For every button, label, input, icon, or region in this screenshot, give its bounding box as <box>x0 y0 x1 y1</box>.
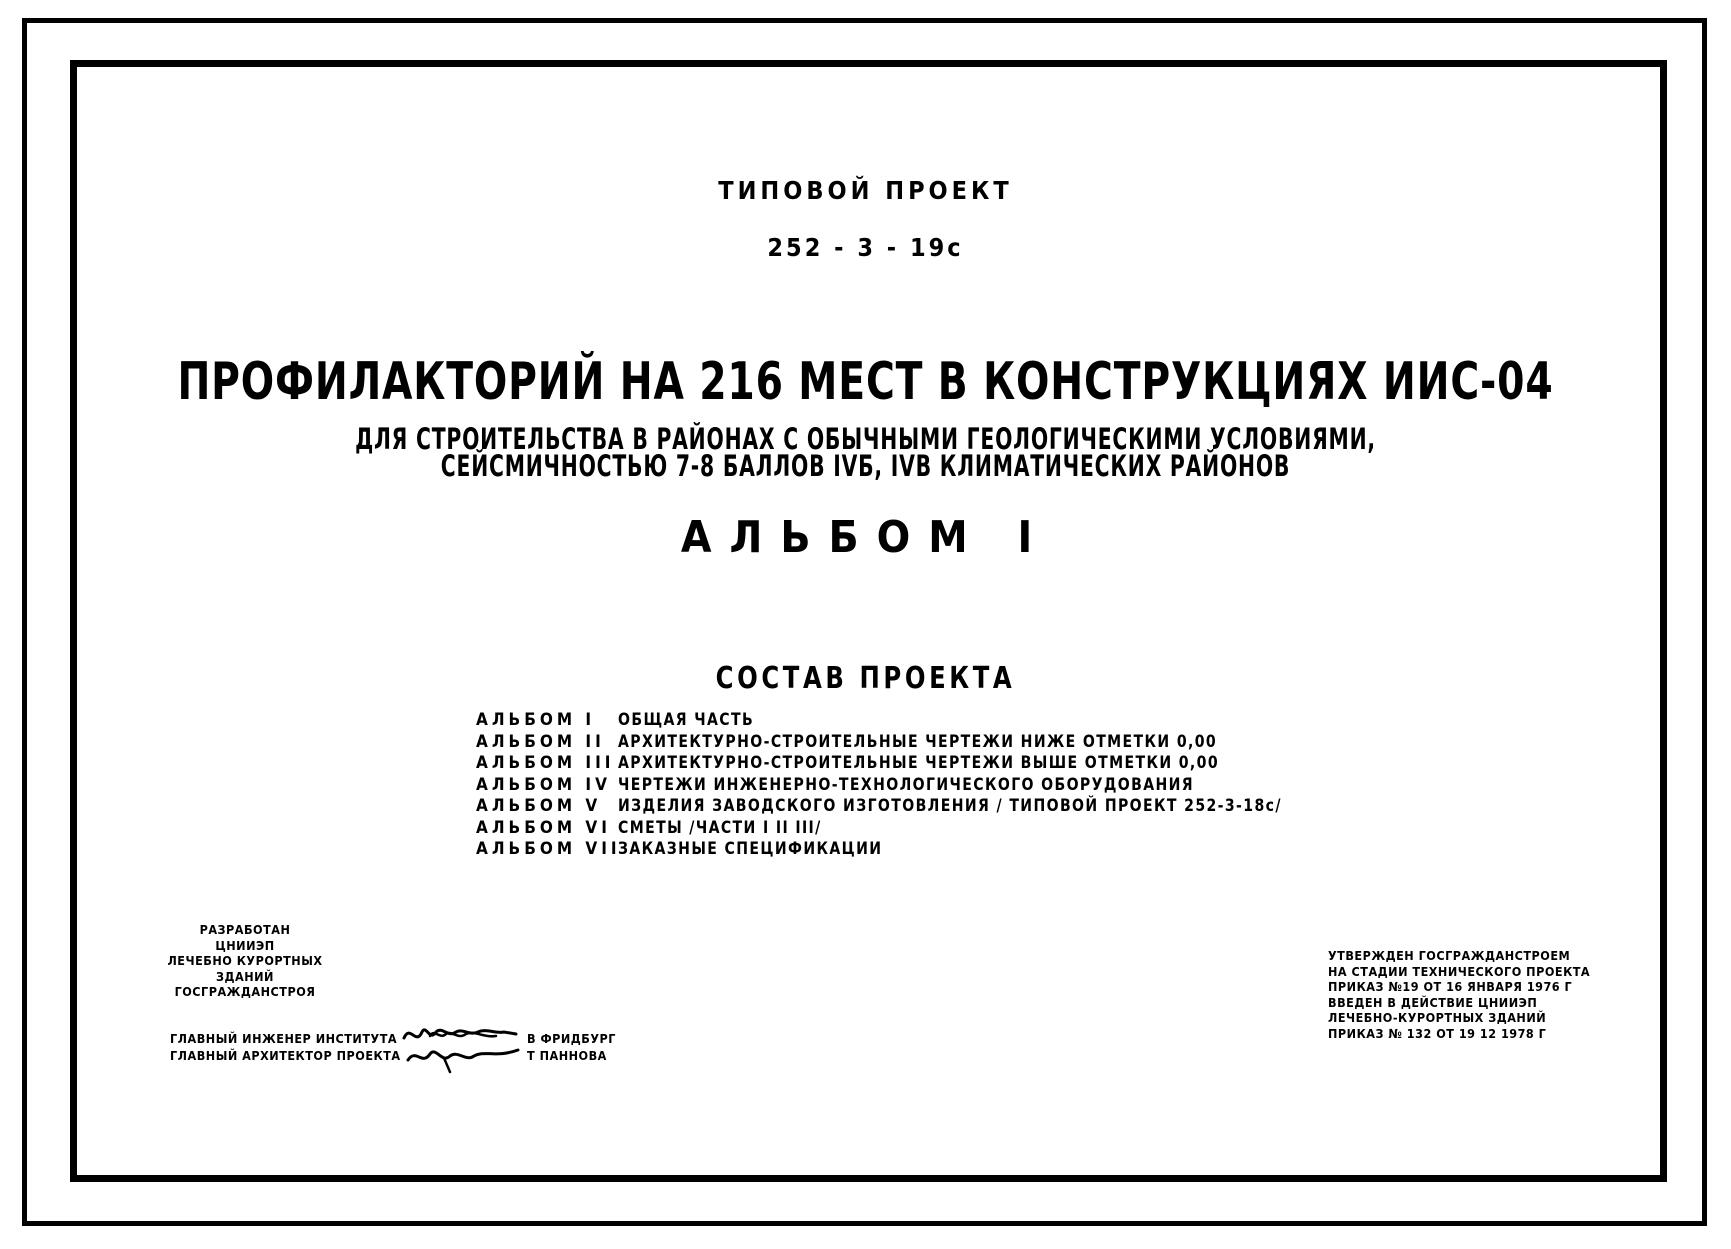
album-description: ИЗДЕЛИЯ ЗАВОДСКОГО ИЗГОТОВЛЕНИЯ / ТИПОВОЙ ПРОЕКТ 252-3-18с/ <box>618 796 1282 816</box>
approval-block <box>1328 948 1590 1041</box>
album-number: АЛЬБОМ IV <box>476 774 611 795</box>
album-number: АЛЬБОМ III <box>476 753 615 773</box>
album-number: АЛЬБОМ V <box>476 796 602 816</box>
project-number: 252 - 3 - 19с <box>767 233 964 262</box>
album-description: СМЕТЫ /ЧАСТИ I II III/ <box>618 817 822 838</box>
main-title: ПРОФИЛАКТОРИЙ НА 216 МЕСТ В КОНСТРУКЦИЯХ ИИС-04 <box>177 352 1554 412</box>
developer-line: ЗДАНИЙ <box>216 968 274 984</box>
album-number: АЛЬБОМ II <box>476 731 605 752</box>
approval-line: ВВЕДЕН В ДЕЙСТВИЕ ЦНИИЭП <box>1328 994 1538 1010</box>
developer-block <box>160 922 330 1000</box>
approval-line: ПРИКАЗ №19 ОТ 16 ЯНВАРЯ 1976 Г <box>1328 979 1573 994</box>
developer-line: ГОСГРАЖДАНСТРОЯ <box>174 984 316 999</box>
subtitle-line-2: СЕЙСМИЧНОСТЬЮ 7-8 БАЛЛОВ IVБ, IVВ КЛИМАТИЧЕСКИХ РАЙОНОВ <box>440 449 1291 483</box>
approval-line: ПРИКАЗ № 132 ОТ 19 12 1978 Г <box>1328 1025 1547 1041</box>
subtitle-line-1: ДЛЯ СТРОИТЕЛЬСТВА В РАЙОНАХ С ОБЫЧНЫМИ ГЕОЛОГИЧЕСКИМИ УСЛОВИЯМИ, <box>355 422 1376 456</box>
album-title: АЛЬБОМ I <box>680 512 1051 563</box>
chief-architect-role: ГЛАВНЫЙ АРХИТЕКТОР ПРОЕКТА <box>170 1048 401 1063</box>
album-number: АЛЬБОМ VII <box>476 839 621 859</box>
album-description: ЗАКАЗНЫЕ СПЕЦИФИКАЦИИ <box>618 839 883 859</box>
album-number: АЛЬБОМ I <box>476 710 596 730</box>
approval-line: УТВЕРЖДЕН ГОСГРАЖДАНСТРОЕМ <box>1328 948 1571 963</box>
chief-engineer-role: ГЛАВНЫЙ ИНЖЕНЕР ИНСТИТУТА <box>170 1031 398 1046</box>
handwritten-signatures <box>400 1018 524 1074</box>
type-label: ТИПОВОЙ ПРОЕКТ <box>718 176 1013 205</box>
composition-heading: СОСТАВ ПРОЕКТА <box>715 661 1016 696</box>
album-description: ОБЩАЯ ЧАСТЬ <box>618 710 755 730</box>
album-description: АРХИТЕКТУРНО-СТРОИТЕЛЬНЫЕ ЧЕРТЕЖИ НИЖЕ ОТМЕТКИ 0,00 <box>618 731 1218 752</box>
album-description: АРХИТЕКТУРНО-СТРОИТЕЛЬНЫЕ ЧЕРТЕЖИ ВЫШЕ ОТМЕТКИ 0,00 <box>618 753 1219 773</box>
chief-architect-name: Т ПАННОВА <box>527 1048 607 1063</box>
developer-line: ЛЕЧЕБНО КУРОРТНЫХ <box>167 953 323 968</box>
approval-line: ЛЕЧЕБНО-КУРОРТНЫХ ЗДАНИЙ <box>1328 1010 1547 1025</box>
album-number: АЛЬБОМ VI <box>476 817 611 838</box>
approval-line: НА СТАДИИ ТЕХНИЧЕСКОГО ПРОЕКТА <box>1328 963 1591 979</box>
developer-line: РАЗРАБОТАН <box>199 922 291 937</box>
developer-line: ЦНИИЭП <box>215 937 275 953</box>
album-description: ЧЕРТЕЖИ ИНЖЕНЕРНО-ТЕХНОЛОГИЧЕСКОГО ОБОРУДОВАНИЯ <box>618 774 1195 795</box>
chief-engineer-name: В ФРИДБУРГ <box>527 1031 616 1046</box>
